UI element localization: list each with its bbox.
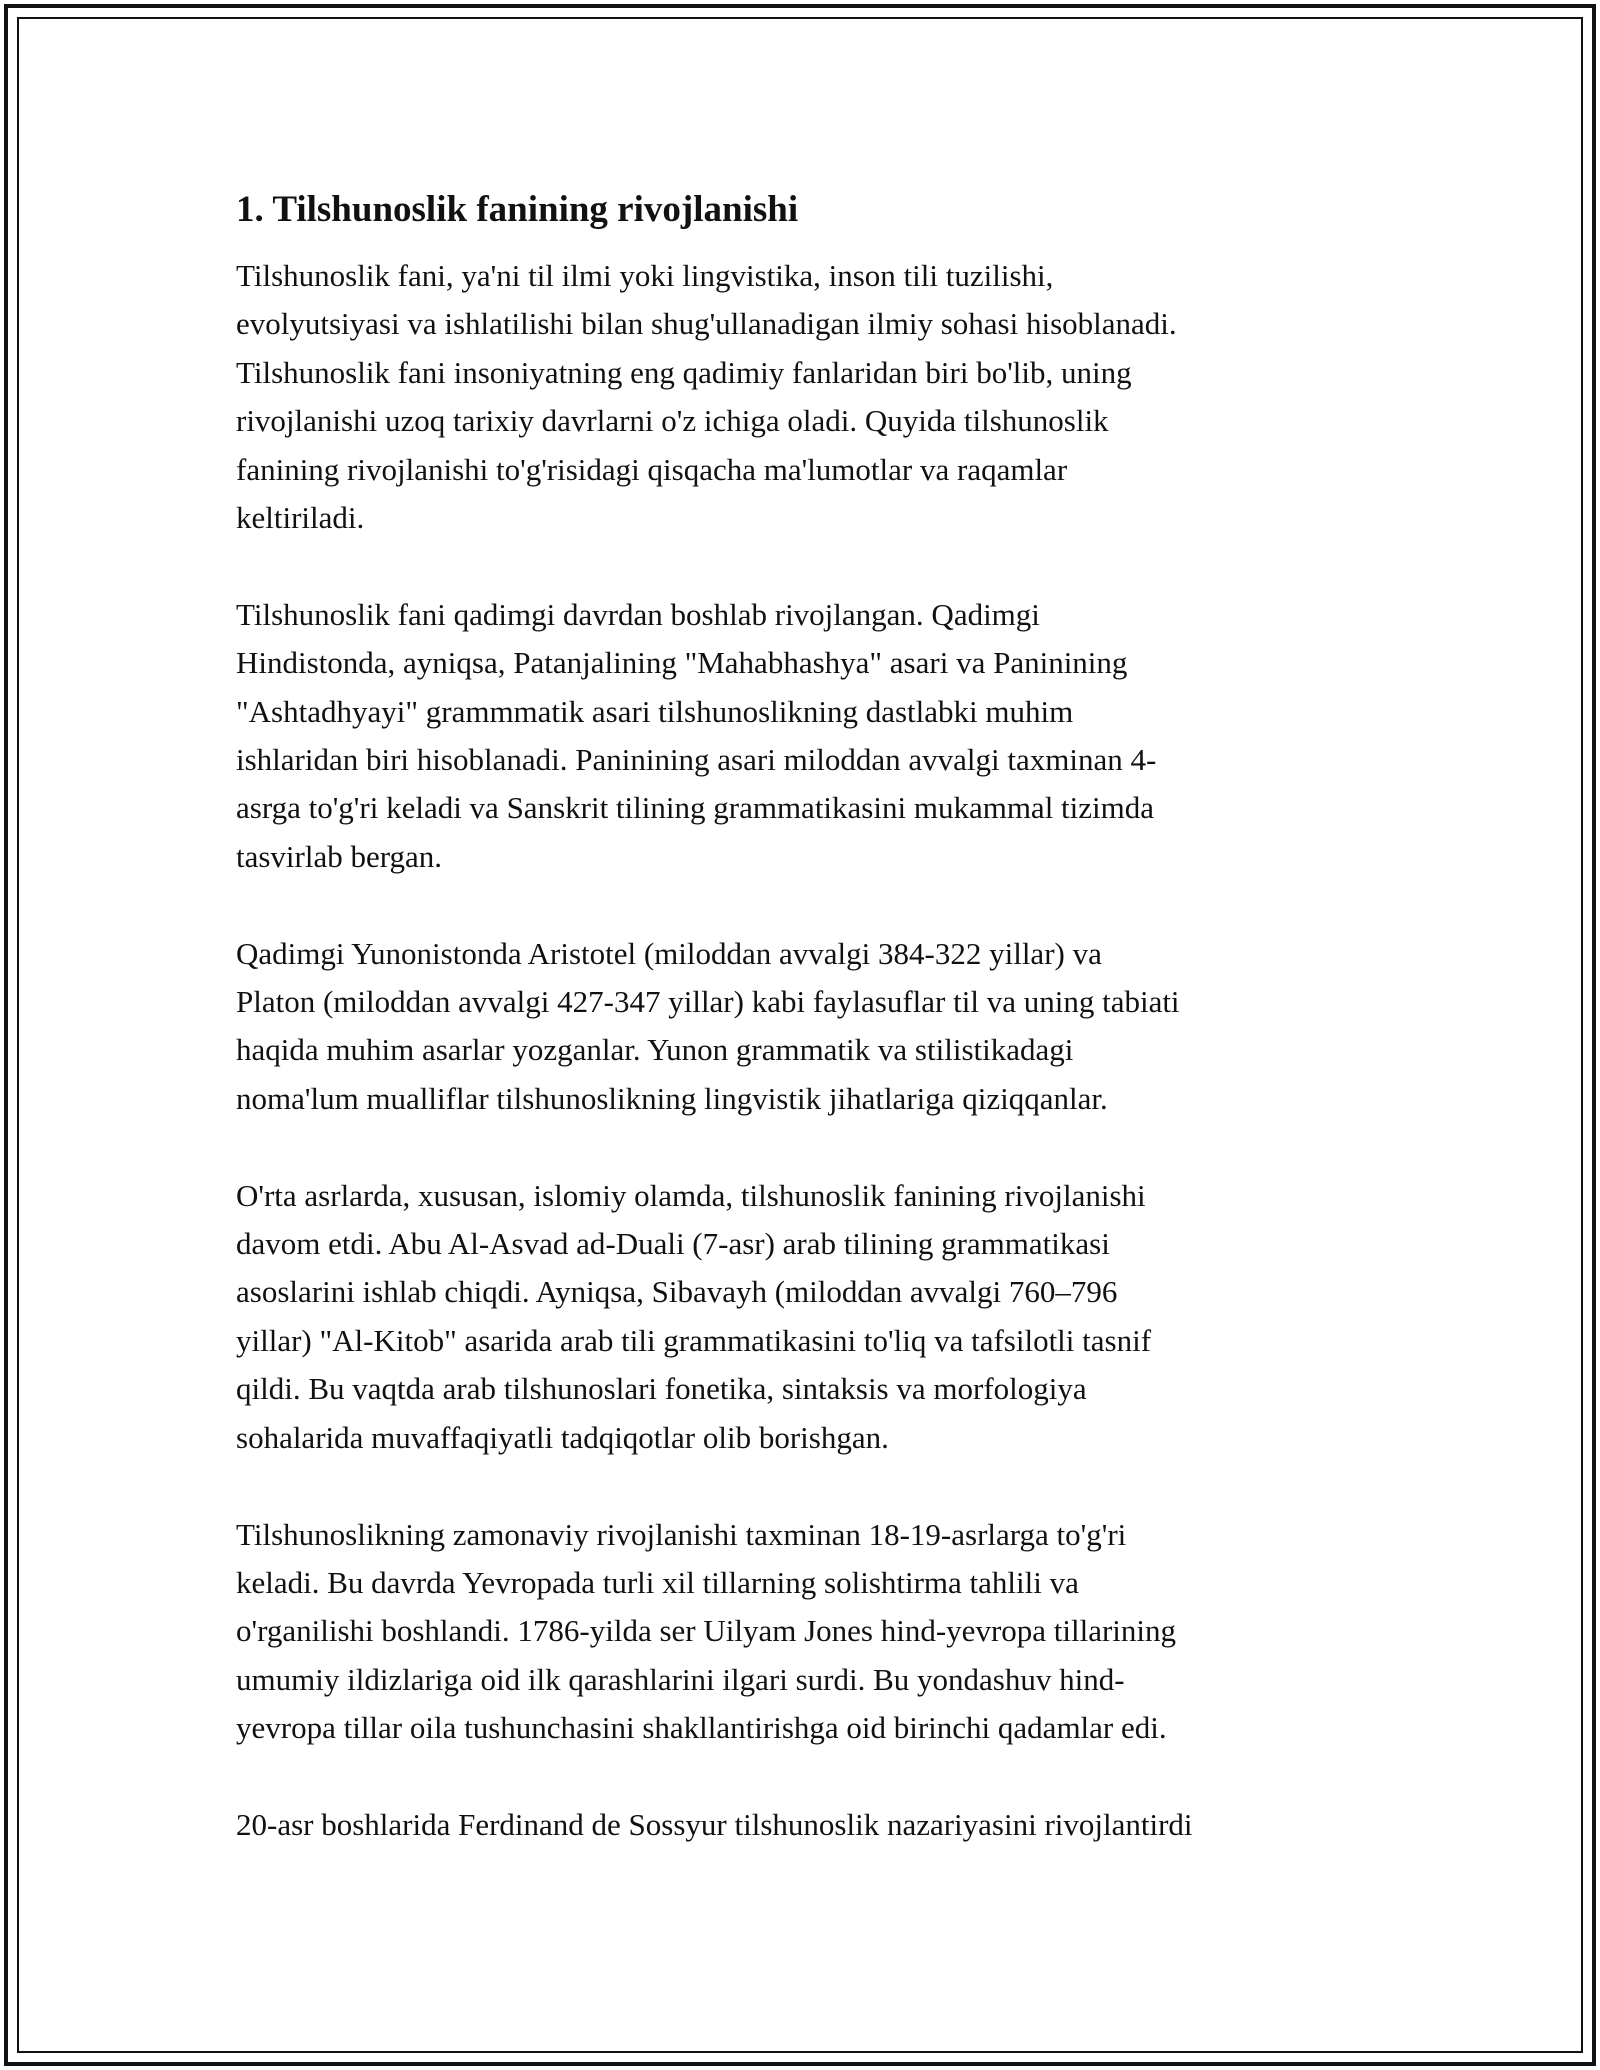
paragraph-line: yevropa tillar oila tushunchasini shakllantirishga oid birinchi qadamlar edi. (236, 1710, 1167, 1746)
paragraph-line: Tilshunoslik fani qadimgi davrdan boshlab rivojlangan. Qadimgi (236, 596, 1040, 632)
paragraph-line: Tilshunoslik fani insoniyatning eng qadimiy fanlaridan biri bo'lib, uning (236, 354, 1132, 390)
paragraph (236, 591, 1396, 881)
paragraph-line: davom etdi. Abu Al-Asvad ad-Duali (7-asr) arab tilining grammatikasi (236, 1226, 1110, 1262)
paragraph-line: keltiriladi. (236, 500, 365, 536)
paragraph (236, 1511, 1396, 1753)
paragraph-line: haqida muhim asarlar yozganlar. Yunon grammatik va stilistikadagi (236, 1032, 1074, 1068)
paragraph-line: evolyutsiyasi va ishlatilishi bilan shug'ullanadigan ilmiy sohasi hisoblanadi. (236, 306, 1177, 342)
paragraph-line: 20-asr boshlarida Ferdinand de Sossyur tilshunoslik nazariyasini rivojlantirdi (236, 1806, 1193, 1842)
paragraph-line: umumiy ildizlariga oid ilk qarashlarini ilgari surdi. Bu yondashuv hind- (236, 1661, 1125, 1697)
paragraph-line: Qadimgi Yunonistonda Aristotel (miloddan avvalgi 384-322 yillar) va (236, 935, 1102, 971)
paragraph-line: keladi. Bu davrda Yevropada turli xil tillarning solishtirma tahlili va (236, 1564, 1079, 1600)
document-body (236, 186, 1396, 1849)
paragraph (236, 252, 1396, 542)
paragraph-line: asoslarini ishlab chiqdi. Ayniqsa, Sibavayh (miloddan avvalgi 760–796 (236, 1274, 1118, 1310)
paragraph (236, 1801, 1396, 1849)
paragraph-line: sohalarida muvaffaqiyatli tadqiqotlar olib borishgan. (236, 1419, 889, 1455)
paragraph (236, 930, 1396, 1124)
paragraph-line: noma'lum mualliflar tilshunoslikning lingvistik jihatlariga qiziqqanlar. (236, 1080, 1108, 1116)
paragraph-line: o'rganilishi boshlandi. 1786-yilda ser Uilyam Jones hind-yevropa tillarining (236, 1613, 1177, 1649)
paragraph-line: O'rta asrlarda, xususan, islomiy olamda, tilshunoslik fanining rivojlanishi (236, 1177, 1146, 1213)
paragraph-line: Tilshunoslikning zamonaviy rivojlanishi taxminan 18-19-asrlarga to'g'ri (236, 1516, 1127, 1552)
paragraph-line: asrga to'g'ri keladi va Sanskrit tilining grammatikasini mukammal tizimda (236, 790, 1155, 826)
paragraph-line: tasvirlab bergan. (236, 838, 443, 874)
paragraph-line: Tilshunoslik fani, ya'ni til ilmi yoki lingvistika, inson tili tuzilishi, (236, 258, 1054, 293)
paragraph-line: "Ashtadhyayi" grammmatik asari tilshunoslikning dastlabki muhim (236, 693, 1074, 729)
paragraph (236, 1172, 1396, 1462)
paragraph-line: Platon (miloddan avvalgi 427-347 yillar) kabi faylasuflar til va uning tabiati (236, 984, 1180, 1020)
section-title: 1. Tilshunoslik fanining rivojlanishi (236, 189, 799, 230)
paragraph-line: qildi. Bu vaqtda arab tilshunoslari fonetika, sintaksis va morfologiya (236, 1371, 1087, 1407)
paragraph-line: fanining rivojlanishi to'g'risidagi qisqacha ma'lumotlar va raqamlar (236, 451, 1068, 487)
paragraph-line: ishlaridan biri hisoblanadi. Paninining asari miloddan avvalgi taxminan 4- (236, 742, 1157, 778)
paragraph-line: yillar) "Al-Kitob" asarida arab tili grammatikasini to'liq va tafsilotli tasnif (236, 1322, 1152, 1358)
paragraph-list (236, 252, 1396, 1849)
paragraph-line: Hindistonda, ayniqsa, Patanjalining "Mahabhashya" asari va Paninining (236, 645, 1128, 681)
paragraph-line: rivojlanishi uzoq tarixiy davrlarni o'z ichiga oladi. Quyida tilshunoslik (236, 403, 1109, 439)
